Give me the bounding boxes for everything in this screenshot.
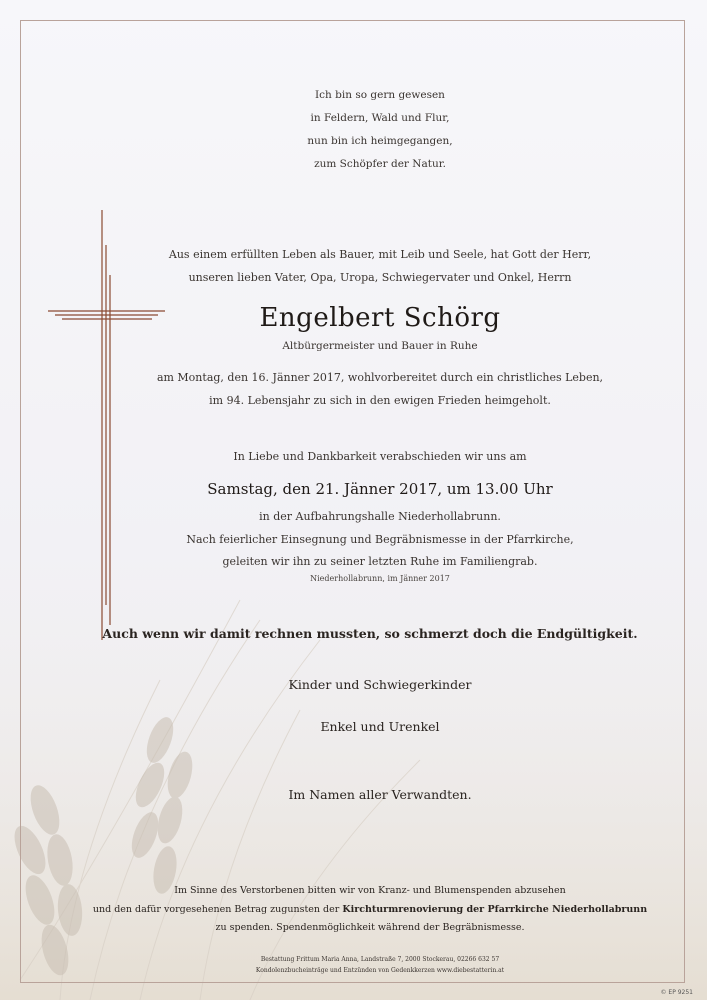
donation-cause: Kirchturmrenovierung der Pfarrkirche Niederhollabrunn (342, 903, 648, 915)
deceased-title: Altbürgermeister und Bauer in Ruhe (282, 340, 478, 352)
poem-line: Ich bin so gern gewesen (315, 89, 445, 101)
deceased-name: Engelbert Schörg (259, 303, 501, 333)
footer-line: Kondolenzbucheinträge und Entzünden von Gedenkkerzen www.diebestatterin.at (255, 967, 505, 974)
intro-text (130, 243, 630, 289)
service-date: Samstag, den 21. Jänner 2017, um 13.00 Uhr (207, 480, 553, 498)
quote: Auch wenn wir damit rechnen mussten, so schmerzt doch die Endgültigkeit. (102, 626, 638, 641)
intro-line: unseren lieben Vater, Opa, Uropa, Schwiegervater und Onkel, Herrn (188, 271, 572, 284)
death-line: am Montag, den 16. Jänner 2017, wohlvorbereitet durch ein christliches Leben, (156, 371, 604, 384)
service-text (130, 506, 630, 574)
service-line: in der Aufbahrungshalle Niederhollabrunn. (259, 510, 501, 523)
poem-line: zum Schöpfer der Natur. (314, 158, 446, 170)
poem-line: in Feldern, Wald und Flur, (310, 112, 450, 124)
place-date: Niederhollabrunn, im Jänner 2017 (310, 574, 450, 583)
donation-line: Im Sinne des Verstorbenen bitten wir von Kranz- und Blumenspenden abzusehen (174, 885, 566, 896)
service-line: geleiten wir ihn zu seiner letzten Ruhe im Familiengrab. (222, 555, 538, 568)
service-line: Nach feierlicher Einsegnung und Begräbnismesse in der Pfarrkirche, (186, 532, 574, 546)
family-grandchildren: Enkel und Urenkel (320, 719, 440, 734)
family-relatives: Im Namen aller Verwandten. (288, 787, 472, 802)
donation-line: zu spenden. Spendenmöglichkeit während der Begräbnismesse. (215, 922, 525, 933)
poem-line: nun bin ich heimgegangen, (307, 135, 453, 147)
farewell-text: In Liebe und Dankbarkeit verabschieden wir uns am (233, 450, 527, 463)
death-line: im 94. Lebensjahr zu sich in den ewigen Frieden heimgeholt. (209, 394, 551, 407)
intro-line: Aus einem erfüllten Leben als Bauer, mit Leib und Seele, hat Gott der Herr, (168, 248, 592, 261)
footer-line: Bestattung Frittum Maria Anna, Landstraße 7, 2000 Stockerau, 02266 632 57 (260, 956, 500, 963)
poem (130, 84, 630, 176)
document-code: © EP 9251 (660, 989, 693, 996)
donation-notice (90, 882, 650, 938)
donation-line (90, 901, 650, 920)
death-text (130, 366, 630, 412)
donation-prefix: und den dafür vorgesehenen Betrag zugunsten der (92, 903, 340, 915)
family-children: Kinder und Schwiegerkinder (288, 677, 472, 692)
footer (160, 954, 600, 976)
